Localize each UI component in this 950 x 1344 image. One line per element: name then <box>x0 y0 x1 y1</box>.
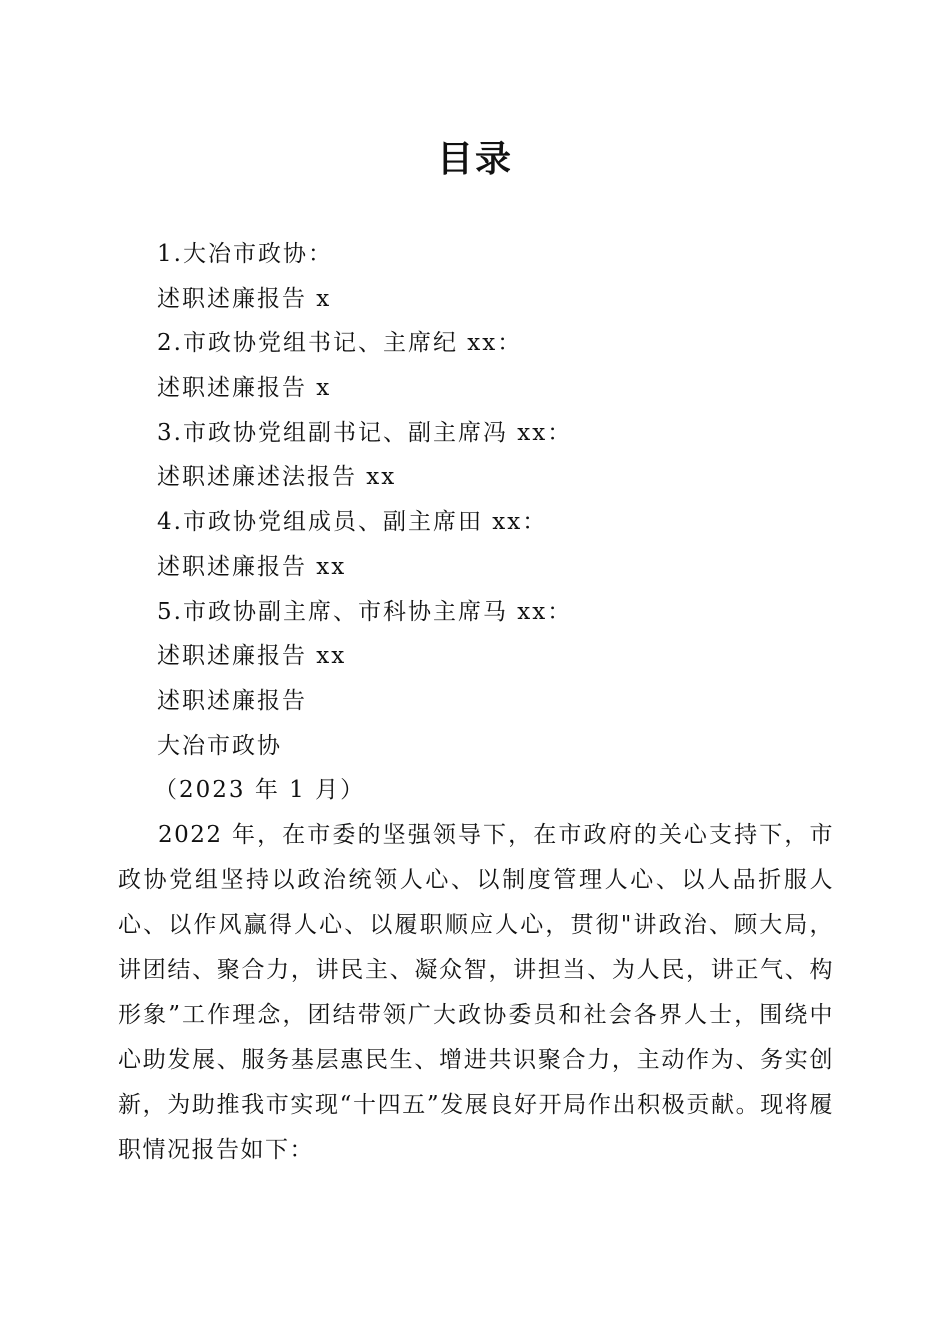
toc-item: 述职述廉报告 xx <box>157 553 347 580</box>
report-title: 述职述廉报告 <box>157 688 307 714</box>
report-date: （2023 年 1 月） <box>154 777 366 804</box>
toc-item: 2.市政协党组书记、主席纪 xx： <box>157 330 523 357</box>
toc-item: 述职述廉报告 xx <box>157 643 347 670</box>
toc-item: 3.市政协党组副书记、副主席冯 xx： <box>157 419 573 446</box>
toc-item: 述职述廉述法报告 xx <box>157 464 397 491</box>
table-of-contents <box>157 232 857 679</box>
page-title: 目录 <box>436 138 513 180</box>
organization-name: 大冶市政协 <box>157 732 282 759</box>
toc-item: 4.市政协党组成员、副主席田 xx： <box>157 509 548 536</box>
toc-item: 1.大冶市政协： <box>157 241 333 267</box>
body-paragraph: 2022 年，在市委的坚强领导下，在市政府的关心支持下，市政协党组坚持以政治统领人心、以制度管理人心、以人品折服人心、以作风赢得人心、以履职顺应人心，贯彻"讲政治、顾大局，讲团结、聚合力，讲民主、凝众智，讲担当、为人民，讲正气、构形象”工作理念，团结带领广大政协委员和社会各界人士，围绕中心助发展、服务基层惠民生、增进共识聚合力，主动作为、务实创新，为助推我市实现“十四五”发展良好开局作出积极贡献。现将履职情况报告如下： <box>118 822 834 1163</box>
toc-item: 述职述廉报告 x <box>157 375 332 402</box>
report-header <box>154 679 857 813</box>
toc-item: 述职述廉报告 x <box>157 285 332 312</box>
toc-item: 5.市政协副主席、市科协主席马 xx： <box>157 598 573 625</box>
